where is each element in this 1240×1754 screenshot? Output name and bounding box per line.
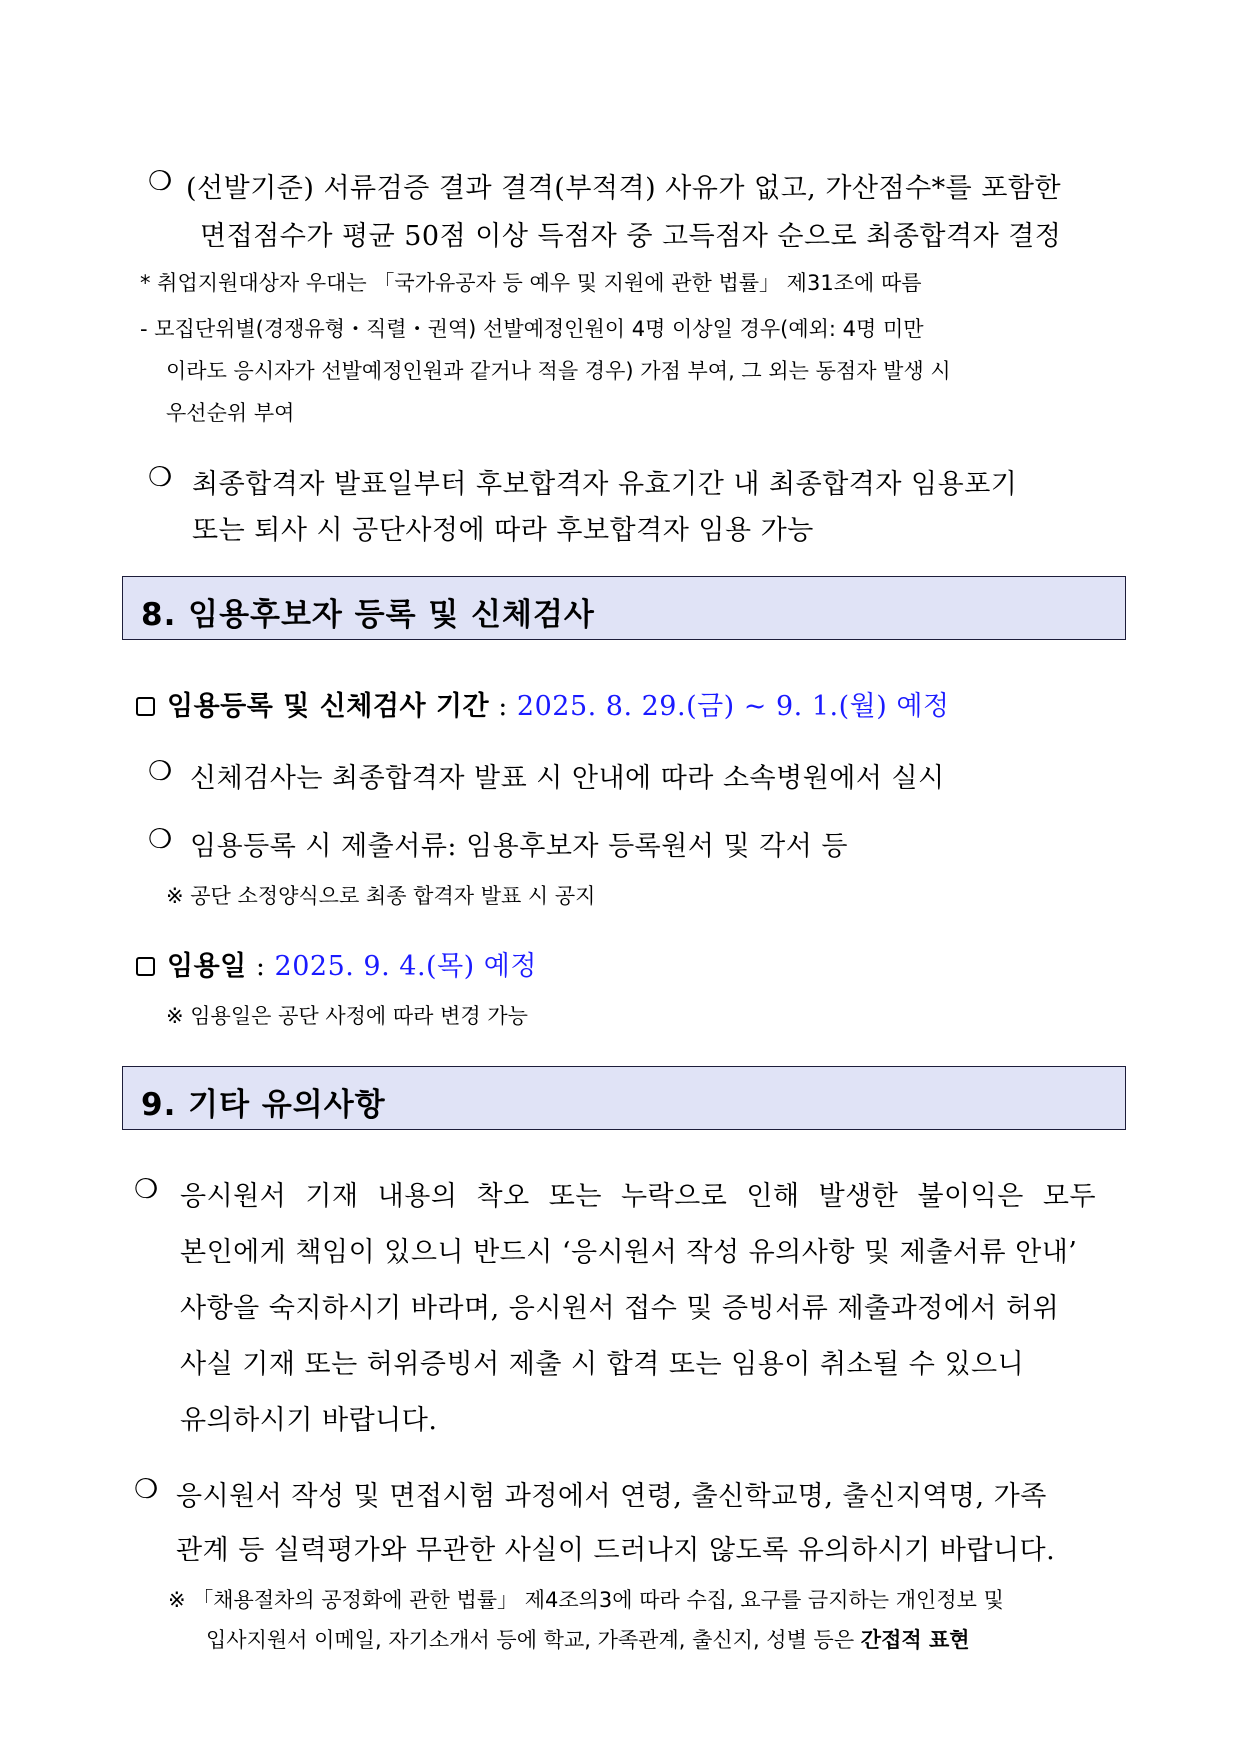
checkbox-square-icon: [136, 957, 155, 976]
appointment-note: ※ 임용일은 공단 사정에 따라 변경 가능: [166, 1004, 528, 1028]
docs-note: ※ 공단 소정양식으로 최종 합격자 발표 시 공지: [166, 884, 596, 908]
selection-bullet: ❍: [148, 166, 173, 197]
section-8-header: [122, 576, 1126, 640]
selection-text-1: (선발기준) 서류검증 결과 결격(부적격) 사유가 없고, 가산점수*를 포함한: [186, 173, 1062, 204]
registration-period-label: 임용등록 및 신체검사 기간: [167, 691, 490, 722]
selection-note-star: * 취업지원대상자 우대는 「국가유공자 등 예우 및 지원에 관한 법률」 제31조에 따름: [140, 271, 922, 295]
registration-period-value: 2025. 8. 29.(금) ~ 9. 1.(월) 예정: [516, 691, 950, 722]
notice-2-bullet: ❍: [134, 1474, 159, 1505]
notice-1-line-4: 사실 기재 또는 허위증빙서 제출 시 합격 또는 임용이 취소될 수 있으니: [180, 1349, 1025, 1380]
appointment-date: [136, 944, 537, 983]
section-9-title: 9. 기타 유의사항: [141, 1087, 386, 1123]
checkbox-square-icon: [136, 697, 155, 716]
notice-2-note-line-2: [206, 1624, 970, 1654]
notice-1-line-5: 유의하시기 바랍니다.: [180, 1405, 438, 1436]
reserve-bullet: ❍: [148, 462, 173, 493]
notice-2-line-2: 관계 등 실력평가와 무관한 사실이 드러나지 않도록 유의하시기 바랍니다.: [176, 1535, 1056, 1566]
appointment-date-colon: :: [255, 951, 266, 982]
notice-1-line-2: 본인에게 책임이 있으니 반드시 ‘응시원서 작성 유의사항 및 제출서류 안내’: [180, 1237, 1078, 1268]
appointment-date-label: 임용일: [167, 951, 247, 982]
section-9-header: [122, 1066, 1126, 1130]
exam-text: 신체검사는 최종합격자 발표 시 안내에 따라 소속병원에서 실시: [190, 763, 945, 794]
selection-line-1: [186, 166, 1126, 205]
notice-2-note-line-1: ※ 「채용절차의 공정화에 관한 법률」 제4조의3에 따라 수집, 요구를 금지하는 개인정보 및: [168, 1588, 1004, 1612]
registration-period-colon: :: [498, 691, 508, 722]
appointment-date-value: 2025. 9. 4.(목) 예정: [274, 951, 537, 982]
notice-1-line-3: 사항을 숙지하시기 바라며, 응시원서 접수 및 증빙서류 제출과정에서 허위: [180, 1293, 1060, 1324]
docs-text: 임용등록 시 제출서류: 임용후보자 등록원서 및 각서 등: [190, 831, 848, 862]
selection-note-dash-2: 이라도 응시자가 선발예정인원과 같거나 적을 경우) 가점 부여, 그 외는 동점자 발생 시: [166, 359, 951, 383]
notice-2-line-1: 응시원서 작성 및 면접시험 과정에서 연령, 출신학교명, 출신지역명, 가족: [176, 1481, 1047, 1512]
notice-2-note-text: 입사지원서 이메일, 자기소개서 등에 학교, 가족관계, 출신지, 성별 등은: [206, 1628, 855, 1652]
registration-period: [136, 684, 950, 723]
docs-bullet: ❍: [148, 824, 173, 855]
reserve-line-1: 최종합격자 발표일부터 후보합격자 유효기간 내 최종합격자 임용포기: [192, 469, 1018, 500]
reserve-line-2: 또는 퇴사 시 공단사정에 따라 후보합격자 임용 가능: [192, 515, 814, 546]
notice-2-note-bold: 간접적 표현: [860, 1628, 970, 1652]
notice-1-bullet: ❍: [134, 1174, 159, 1205]
exam-bullet: ❍: [148, 756, 173, 787]
selection-note-dash-3: 우선순위 부여: [166, 401, 295, 425]
selection-line-2: 면접점수가 평균 50점 이상 득점자 중 고득점자 순으로 최종합격자 결정: [200, 221, 1062, 252]
notice-1-line-1: 응시원서 기재 내용의 착오 또는 누락으로 인해 발생한 불이익은 모두: [180, 1181, 1097, 1212]
selection-note-dash-1: - 모집단위별(경쟁유형・직렬・권역) 선발예정인원이 4명 이상일 경우(예외: 4명 미만: [140, 317, 924, 341]
section-8-title: 8. 임용후보자 등록 및 신체검사: [141, 597, 595, 633]
